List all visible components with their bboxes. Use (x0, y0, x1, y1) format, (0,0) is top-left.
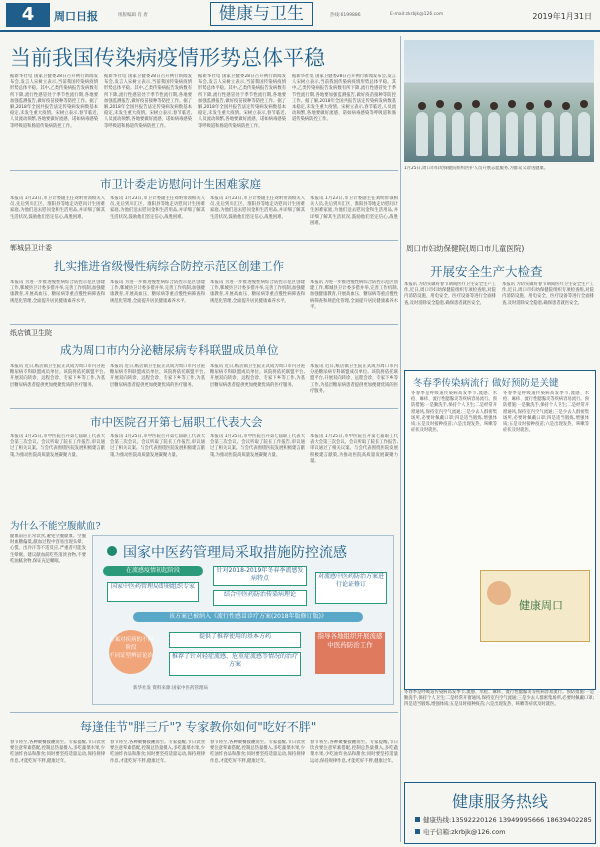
cartoon-illustration (480, 570, 590, 642)
email-line: E-mail:zkrbjk@126.com (390, 12, 444, 17)
info-circle-text-2: 不同证型辨证论治 (109, 653, 154, 659)
info-title: 国家中医药管理局采取措施防控流感 (123, 545, 347, 561)
town-body-col-2: 本报讯 近日,纸店镇卫生院正式成为周口市内分泌糖尿病专科联盟成员单位。该院将依托联盟平台,开展双向转诊、远程会诊、专家下乡等工作,为基层糖尿病患者提供更加便捷优质的医疗服务。 (110, 364, 205, 388)
spring-headline: 每逢佳节"胖三斤"? 专家教你如何"吃好不胖" (80, 720, 317, 734)
county-kicker: 郸城县卫计委 (10, 244, 52, 252)
county-body-col-4: 本报讯 为进一步推进慢性病综合防控示范区创建工作,郸城县卫计委多措并举,完善工作机制,加强健康教育,开展高血压、糖尿病等重点慢性病筛查和规范化管理,全面提升居民健康素养水平。 (310, 280, 398, 310)
county-headline: 扎实推进省级慢性病综合防控示范区创建工作 (54, 259, 284, 273)
blood-headline: 为什么不能空腹献血? (10, 521, 101, 532)
city-headline: 市卫计委走访慰问计生困难家庭 (100, 177, 261, 191)
blood-body: 献血前应正常饮食,避免空腹献血。空腹时血糖偏低,献血过程中容易出现头晕、心慌、出冷汗等不适反应,严重者可能发生晕厥。建议献血前吃些清淡食物,不要吃油腻食物,保证充足睡眠。 (10, 534, 86, 564)
issue-date: 2019年1月31日 (532, 12, 592, 21)
county-body-col-1: 本报讯 为进一步推进慢性病综合防控示范区创建工作,郸城县卫计委多措并举,完善工作机制,加强健康教育,开展高血压、糖尿病等重点慢性病筛查和规范化管理,全面提升居民健康素养水平。 (10, 280, 105, 304)
tcm-body-col-1: 本报讯 1月25日,市中医院召开第七届职工代表大会第三次会议。会议听取了院长工作报告,审议通过了相关议案。与会代表围绕医院发展积极建言献策,为推动医院高质量发展凝聚力量。 (10, 434, 105, 458)
lead-body-col-2: 据新华社电 国家卫健委28日召开例行新闻发布会,发言人宋树立表示,当前我国传染病疫情形势总体平稳。其中,乙类传染病报告发病数有所下降,流行性感冒处于季节性流行期,各地要加强监测报告,做好疫苗接种等防控工作。据了解,2018年全国共报告法定传染病发病数基本稳定,未发生重大疫情。宋树立表示,春节临近,人员流动频繁,各地要做好流感、诺如病毒感染等呼吸道和肠道传染病防控工作。 (104, 74, 192, 129)
section-title: 健康与卫生 (210, 2, 313, 26)
page-number: 4 (6, 3, 50, 27)
hospital-body-col-2: 本报讯 为切实做好春节期间医疗卫生安全生产工作,近日,周口市妇幼保健院组织专项检查组,对院内消防设施、用电安全、医疗设备等进行全面排查,及时消除安全隐患,确保患者就医安全。 (502, 282, 594, 306)
tcm-body-col-3: 本报讯 1月25日,市中医院召开第七届职工代表大会第三次会议。会议听取了院长工作报告,审议通过了相关议案。与会代表围绕医院发展积极建言献策,为推动医院高质量发展凝聚力量。 (210, 434, 305, 458)
town-headline: 成为周口市内分泌糖尿病专科联盟成员单位 (60, 343, 279, 357)
lead-body-col-3: 据新华社电 国家卫健委28日召开例行新闻发布会,发言人宋树立表示,当前我国传染病疫情形势总体平稳。其中,乙类传染病报告发病数有所下降,流行性感冒处于季节性流行期,各地要加强监测报告,做好疫苗接种等防控工作。据了解,2018年全国共报告法定传染病发病数基本稳定,未发生重大疫情。宋树立表示,春节临近,人员流动频繁,各地要做好流感、诺如病毒感染等呼吸道和肠道传染病防控工作。 (198, 74, 286, 129)
city-body-col-1: 本报讯 1月23日,市卫计委副主任刘明带领相关人员,先后到川汇区、淮阳县等地走访慰问计生困难家庭,为他们送去慰问金和生活用品,并详细了解其生活状况,鼓励他们坚定信心,战胜困难。 (10, 196, 105, 220)
county-body-col-3: 本报讯 为进一步推进慢性病综合防控示范区创建工作,郸城县卫计委多措并举,完善工作机制,加强健康教育,开展高血压、糖尿病等重点慢性病筛查和规范化管理,全面提升居民健康素养水平。 (210, 280, 305, 304)
spring-body-col-4: 春节将至,各种聚餐接踵而至。专家提醒,节日饮食要注意荤素搭配,控制总热量摄入,多吃蔬菜水果,少吃油炸食品和甜食;同时要坚持适量运动,保持规律作息,才能吃好不胖,健康过年。 (310, 740, 398, 764)
sidebar-body-col-1: 冬春季是呼吸道传染病高发季节,流感、水痘、麻疹、流行性腮腺炎等疾病容易流行。预防措施:一是勤洗手,保持个人卫生;二是经常开窗通风,保持室内空气流通;三是少去人群密集场所,必要时佩戴口罩;四是适当锻炼,增强体质;五是及时接种疫苗;六是出现发热、咳嗽等症状及时就医。 (411, 391, 497, 434)
infographic (92, 535, 394, 705)
info-badge-icon (107, 546, 117, 556)
masthead (0, 0, 600, 32)
tcm-body-col-4: 本报讯 1月25日,市中医院召开第七届职工代表大会第三次会议。会议听取了院长工作报告,审议通过了相关议案。与会代表围绕医院发展积极建言献策,为推动医院高质量发展凝聚力量。 (310, 434, 398, 464)
info-left-pill: 在流感疫情初起阶段 (103, 566, 203, 576)
info-top-box: 针对2018-2019年冬春季流感发病特点 (213, 566, 307, 586)
lead-body-col-4: 据新华社电 国家卫健委28日召开例行新闻发布会,发言人宋树立表示,当前我国传染病疫情形势总体平稳。其中,乙类传染病报告发病数有所下降,流行性感冒处于季节性流行期,各地要加强监测报告,做好疫苗接种等防控工作。据了解,2018年全国共报告法定传染病发病数基本稳定,未发生重大疫情。宋树立表示,春节临近,人员流动频繁,各地要做好流感、诺如病毒感染等呼吸道和肠道传染病防控工作。 (292, 74, 396, 123)
paper-name: 周口日报 (54, 10, 98, 23)
info-red-box: 指导各地组织开展流感中医药防治工作 (315, 632, 385, 674)
lead-body-col-1: 据新华社电 国家卫健委28日召开例行新闻发布会,发言人宋树立表示,当前我国传染病疫情形势总体平稳。其中,乙类传染病报告发病数有所下降,流行性感冒处于季节性流行期,各地要加强监测报告,做好疫苗接种等防控工作。据了解,2018年全国共报告法定传染病发病数基本稳定,未发生重大疫情。宋树立表示,春节临近,人员流动频繁,各地要做好流感、诺如病毒感染等呼吸道和肠道传染病防控工作。 (10, 74, 98, 129)
hotline-phones: 健康热线:13592220126 13949995666 18639402285 (415, 815, 592, 824)
spring-body-col-2: 春节将至,各种聚餐接踵而至。专家提醒,节日饮食要注意荤素搭配,控制总热量摄入,多吃蔬菜水果,少吃油炸食品和甜食;同时要坚持适量运动,保持规律作息,才能吃好不胖,健康过年。 (110, 740, 205, 764)
info-credit: 新华社发 资料来源:国家中医药管理局 (133, 686, 208, 691)
info-circle-text-1: 方案对疾病的不同阶段 (109, 637, 154, 651)
news-photo (404, 40, 594, 162)
mail-icon (415, 829, 420, 834)
info-mid-box: 结合中医药防治传染病理论 (213, 590, 307, 606)
tcm-body-col-2: 本报讯 1月25日,市中医院召开第七届职工代表大会第三次会议。会议听取了院长工作报告,审议通过了相关议案。与会代表围绕医院发展积极建言献策,为推动医院高质量发展凝聚力量。 (110, 434, 205, 458)
spring-body-col-1: 春节将至,各种聚餐接踵而至。专家提醒,节日饮食要注意荤素搭配,控制总热量摄入,多吃蔬菜水果,少吃油炸食品和甜食;同时要坚持适量运动,保持规律作息,才能吃好不胖,健康过年。 (10, 740, 105, 764)
info-mid-text-2: 推荐了针对轻症流感、危重症流感等情况的治疗方案 (169, 652, 301, 676)
photo-caption: 1月25日,周口市妇幼保健院组织医护人员开展志愿服务,为群众义诊送健康。 (404, 166, 549, 171)
hotline-email: 电子信箱:zkrbjk@126.com (415, 827, 506, 836)
spring-body-col-3: 春节将至,各种聚餐接踵而至。专家提醒,节日饮食要注意荤素搭配,控制总热量摄入,多吃蔬菜水果,少吃油炸食品和甜食;同时要坚持适量运动,保持规律作息,才能吃好不胖,健康过年。 (210, 740, 305, 764)
sidebar-footer-text: 冬春季是呼吸道传染病高发季节,流感、水痘、麻疹、流行性腮腺炎等疾病容易流行。预防措施:一是勤洗手,保持个人卫生;二是经常开窗通风,保持室内空气流通;三是少去人群密集场所,必要时佩戴口罩;四是适当锻炼,增强体质;五是及时接种疫苗;六是出现发热、咳嗽等症状及时就医。 (404, 690, 594, 708)
town-body-col-1: 本报讯 近日,纸店镇卫生院正式成为周口市内分泌糖尿病专科联盟成员单位。该院将依托联盟平台,开展双向转诊、远程会诊、专家下乡等工作,为基层糖尿病患者提供更加便捷优质的医疗服务。 (10, 364, 105, 388)
hotline-title: 健康服务热线 (451, 792, 548, 811)
hospital-body-col-1: 本报讯 为切实做好春节期间医疗卫生安全生产工作,近日,周口市妇幼保健院组织专项检查组,对院内消防设施、用电安全、医疗设备等进行全面排查,及时消除安全隐患,确保患者就医安全。 (404, 282, 496, 306)
sidebar-body-col-2: 冬春季是呼吸道传染病高发季节,流感、水痘、麻疹、流行性腮腺炎等疾病容易流行。预防措施:一是勤洗手,保持个人卫生;二是经常开窗通风,保持室内空气流通;三是少去人群密集场所,必要时佩戴口罩;四是适当锻炼,增强体质;五是及时接种疫苗;六是出现发热、咳嗽等症状及时就医。 (503, 391, 589, 434)
info-right-box: 对流感中医药防治方案进行论证修订 (315, 572, 387, 604)
info-mid-text-1: 提供了推荐使用的基本方药 (169, 632, 301, 648)
hotline-box (404, 782, 596, 844)
town-body-col-3: 本报讯 近日,纸店镇卫生院正式成为周口市内分泌糖尿病专科联盟成员单位。该院将依托联盟平台,开展双向转诊、远程会诊、专家下乡等工作,为基层糖尿病患者提供更加便捷优质的医疗服务。 (210, 364, 305, 388)
lead-headline: 当前我国传染病疫情形势总体平稳 (10, 46, 325, 70)
sidebar-box (404, 370, 596, 690)
info-band: 该方案已被纳入《流行性感冒诊疗方案(2018年版修订版)》 (133, 612, 363, 622)
phone-icon (415, 817, 420, 822)
town-body-col-4: 本报讯 近日,纸店镇卫生院正式成为周口市内分泌糖尿病专科联盟成员单位。该院将依托联盟平台,开展双向转诊、远程会诊、专家下乡等工作,为基层糖尿病患者提供更加便捷优质的医疗服务。 (310, 364, 398, 394)
cartoon-label: 健康周口 (519, 599, 563, 612)
town-kicker: 纸店镇卫生院 (10, 329, 52, 337)
hospital-unit: 周口市妇幼保健院(周口市儿童医院) (406, 244, 525, 253)
hospital-headline: 开展安全生产大检查 (430, 264, 543, 279)
sidebar-headline: 冬春季传染病流行 做好预防是关键 (413, 378, 559, 389)
city-body-col-4: 本报讯 1月23日,市卫计委副主任刘明带领相关人员,先后到川汇区、淮阳县等地走访慰问计生困难家庭,为他们送去慰问金和生活用品,并详细了解其生活状况,鼓励他们坚定信心,战胜困难。 (310, 196, 398, 226)
city-body-col-2: 本报讯 1月23日,市卫计委副主任刘明带领相关人员,先后到川汇区、淮阳县等地走访慰问计生困难家庭,为他们送去慰问金和生活用品,并详细了解其生活状况,鼓励他们坚定信心,战胜困难。 (110, 196, 205, 220)
hotline-line: 热线:6199886 (330, 13, 361, 18)
editor-line: 组版编辑 肖 唐 (118, 13, 148, 18)
info-circle (109, 630, 153, 674)
tcm-headline: 市中医院召开第七届职工代表大会 (90, 415, 263, 429)
info-left-box: 国家中医药管理局即刻组织专家 (107, 582, 199, 602)
county-body-col-2: 本报讯 为进一步推进慢性病综合防控示范区创建工作,郸城县卫计委多措并举,完善工作机制,加强健康教育,开展高血压、糖尿病等重点慢性病筛查和规范化管理,全面提升居民健康素养水平。 (110, 280, 205, 304)
city-body-col-3: 本报讯 1月23日,市卫计委副主任刘明带领相关人员,先后到川汇区、淮阳县等地走访慰问计生困难家庭,为他们送去慰问金和生活用品,并详细了解其生活状况,鼓励他们坚定信心,战胜困难。 (210, 196, 305, 220)
